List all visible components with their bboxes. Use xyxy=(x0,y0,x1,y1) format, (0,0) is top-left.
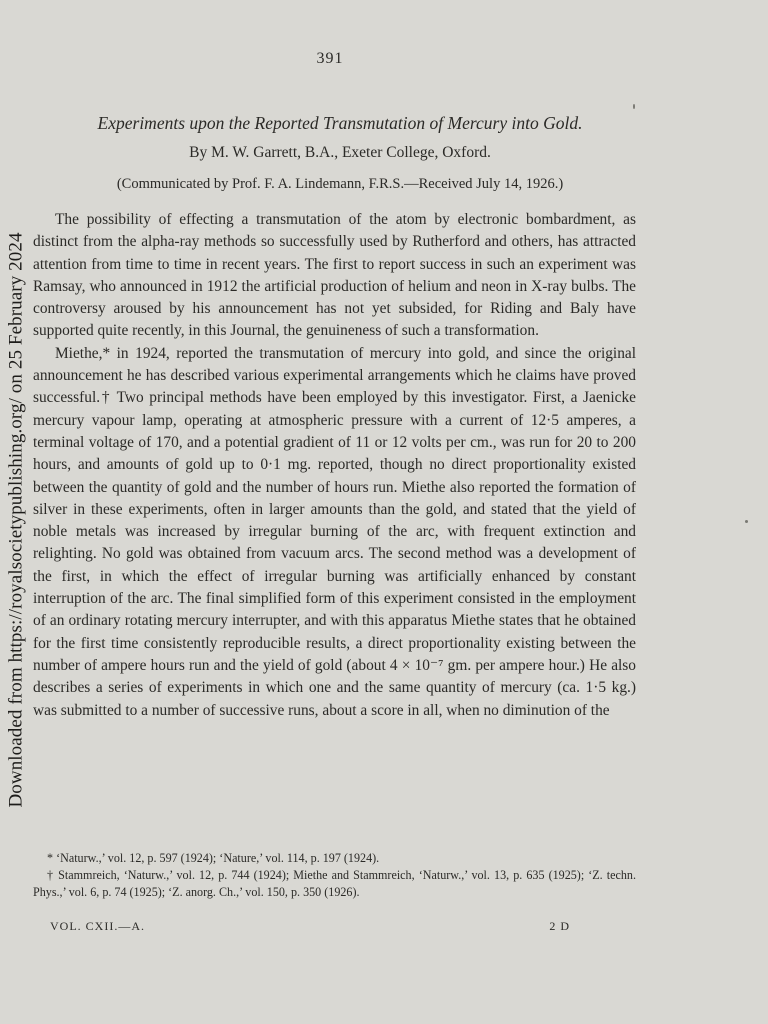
footnotes xyxy=(33,850,636,902)
paper-speck xyxy=(633,104,635,109)
footnote: † Stammreich, ‘Naturw.,’ vol. 12, p. 744 (1924); Miethe and Stammreich, ‘Naturw.,’ vol. 13, p. 635 (1925); ‘Z. techn. Phys.,’ vol. 6, p. 74 (1925); ‘Z. anorg. Ch.,’ vol. 150, p. 350 (1926). xyxy=(33,868,636,900)
author-byline: By M. W. Garrett, B.A., Exeter College, Oxford. xyxy=(189,144,491,161)
communication-note: (Communicated by Prof. F. A. Lindemann, F.R.S.—Received July 14, 1926.) xyxy=(116,176,564,192)
footnote: * ‘Naturw.,’ vol. 12, p. 597 (1924); ‘Nature,’ vol. 114, p. 197 (1924). xyxy=(47,851,380,865)
paragraph: Miethe,* in 1924, reported the transmutation of mercury into gold, and since the original announcement he has described various experimental arrangements which he claims have proved successful.† Two principal methods have been employed by this investigator. First, a Jaenicke mercury vapour lamp, operating at atmospheric pressure with a current of 12·5 amperes, a terminal voltage of 170, and a potential gradient of 11 or 12 volts per cm., was run for 20 to 200 hours, and amounts of gold up to 0·1 mg. reported, though no direct proportionality existed between the quantity of gold and the number of hours run. Miethe also reported the formation of silver in these experiments, often in larger amounts than the gold, and stated that the yield of noble metals was increased by irregular burning of the arc, with frequent extinction and relighting. No gold was obtained from vacuum arcs. The second method was a development of the first, in which the effect of irregular burning was artificially enhanced by constant interruption of the arc. The final simplified form of this experiment consisted in the employment of an ordinary rotating mercury interrupter, and with this apparatus Miethe states that he obtained for the first time consistently reproducible results, a direct proportionality existing between the number of ampere hours run and the yield of gold (about 4 × 10⁻⁷ gm. per ampere hour.) He also describes a series of experiments in which one and the same quantity of mercury (ca. 1·5 kg.) was submitted to a number of successive runs, about a score in all, when no diminution of the xyxy=(33,344,636,719)
article-title: Experiments upon the Reported Transmutation of Mercury into Gold. xyxy=(97,113,583,133)
volume-mark: VOL. CXII.—A. xyxy=(50,919,145,933)
article-body xyxy=(33,209,636,722)
download-watermark-text: Downloaded from https://royalsocietypublishing.org/ on 25 February 2024 xyxy=(6,232,28,808)
page-number: 391 xyxy=(316,50,344,67)
paper-speck xyxy=(745,520,748,523)
page-footer xyxy=(50,919,570,934)
signature-mark: 2 D xyxy=(549,919,570,933)
paragraph: The possibility of effecting a transmutation of the atom by electronic bombardment, as distinct from the alpha-ray methods so successfully used by Rutherford and others, has attracted attention from time to time in recent years. The first to report success in such an experiment was Ramsay, who announced in 1912 the artificial production of helium and neon in X-ray bulbs. The controversy aroused by his announcement has not yet subsided, for Riding and Baly have supported quite recently, in this Journal, the genuineness of such a transformation. xyxy=(33,211,636,340)
download-watermark xyxy=(0,232,34,808)
